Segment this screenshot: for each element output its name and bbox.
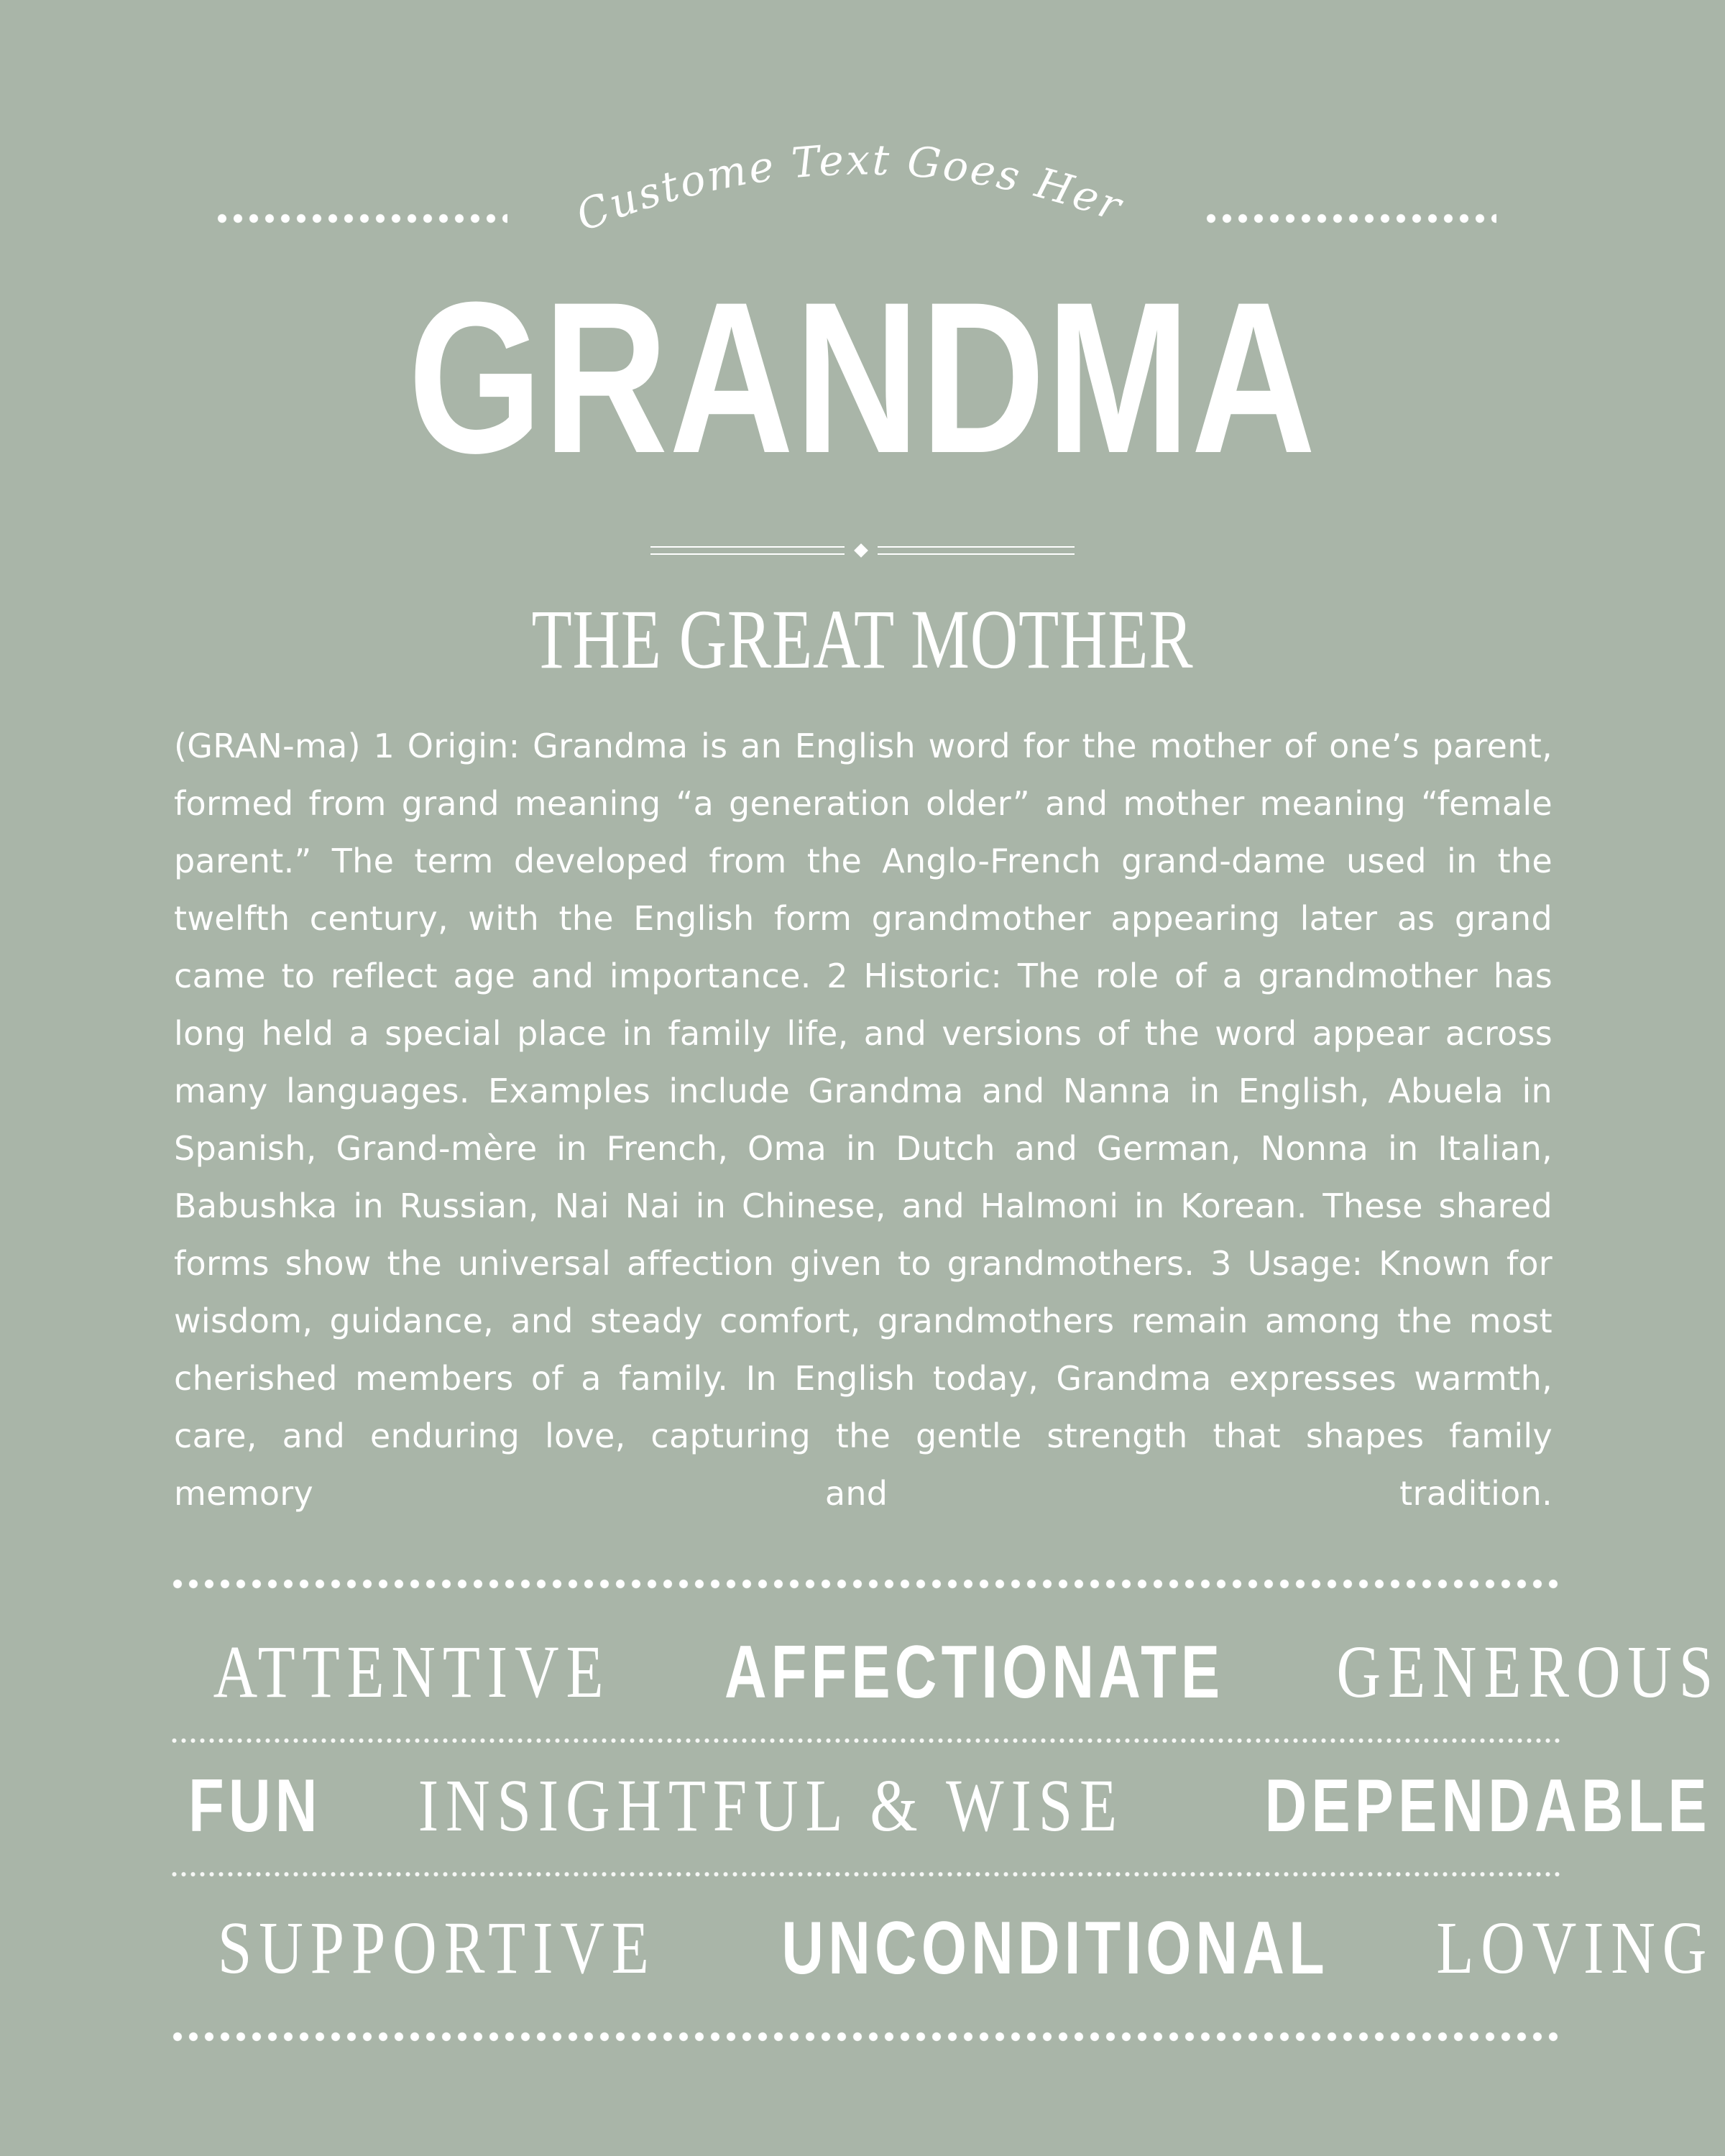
traits-row-1 <box>170 1631 1721 1714</box>
traits-row-2 <box>170 1764 1711 1848</box>
trait-word: UNCONDITIONAL <box>781 1907 1329 1990</box>
trait-word: DEPENDABLE <box>1264 1764 1711 1848</box>
trait-word: AFFECTIONATE <box>724 1631 1225 1714</box>
dotted-divider-upper <box>170 1578 1560 1590</box>
page-title: GRANDMA <box>408 257 1317 498</box>
diamond-ornament <box>854 543 868 558</box>
subtitle: THE GREAT MOTHER <box>531 592 1194 686</box>
traits-row-3 <box>170 1907 1714 1990</box>
tagline-text: Custome Text Goes Here <box>489 69 1130 241</box>
trait-word: GENEROUS <box>1336 1631 1721 1713</box>
dotted-divider-thin <box>170 1738 1560 1743</box>
dotted-divider-thin <box>170 1871 1560 1877</box>
dotted-divider-bottom <box>170 2031 1560 2042</box>
svg-text:Custome Text Goes Here <box>489 69 1129 241</box>
tagline <box>489 69 1222 252</box>
trait-word: FUN <box>188 1764 322 1848</box>
trait-word: LOVING <box>1436 1907 1714 1989</box>
dotted-divider-right <box>1203 213 1496 224</box>
tagline-arc <box>489 69 1222 252</box>
dotted-divider-left <box>214 213 507 224</box>
ornament-divider <box>650 542 1075 561</box>
trait-word: INSIGHTFUL & WISE <box>418 1764 1124 1847</box>
trait-word: ATTENTIVE <box>213 1631 611 1713</box>
definition-text: (GRAN-ma) 1 Origin: Grandma is an English word for the mother of one’s parent, formed from grand meaning “a generation older” and mother meaning “female parent.” The term developed from the Anglo-French grand-dame used in the twelfth century, with the English form grandmother appearing later as grand came to reflect age and importance. 2 Historic: The role of a grandmother has long held a special place in family life, and versions of the word appear across many languages. Examples include Grandma and Nanna in English, Abuela in Spanish, Grand-mère in French, Oma in Dutch and German, Nonna in Italian, Babushka in Russian, Nai Nai in Chinese, and Halmoni in Korean. These shared forms show the universal affection given to grandmothers. 3 Usage: Known for wisdom, guidance, and steady comfort, grandmothers remain among the most cherished members of a family. In English today, Grandma expresses warmth, care, and enduring love, capturing the gentle strength that shapes family memory and tradition. <box>174 727 1552 1513</box>
trait-word: SUPPORTIVE <box>217 1907 656 1989</box>
